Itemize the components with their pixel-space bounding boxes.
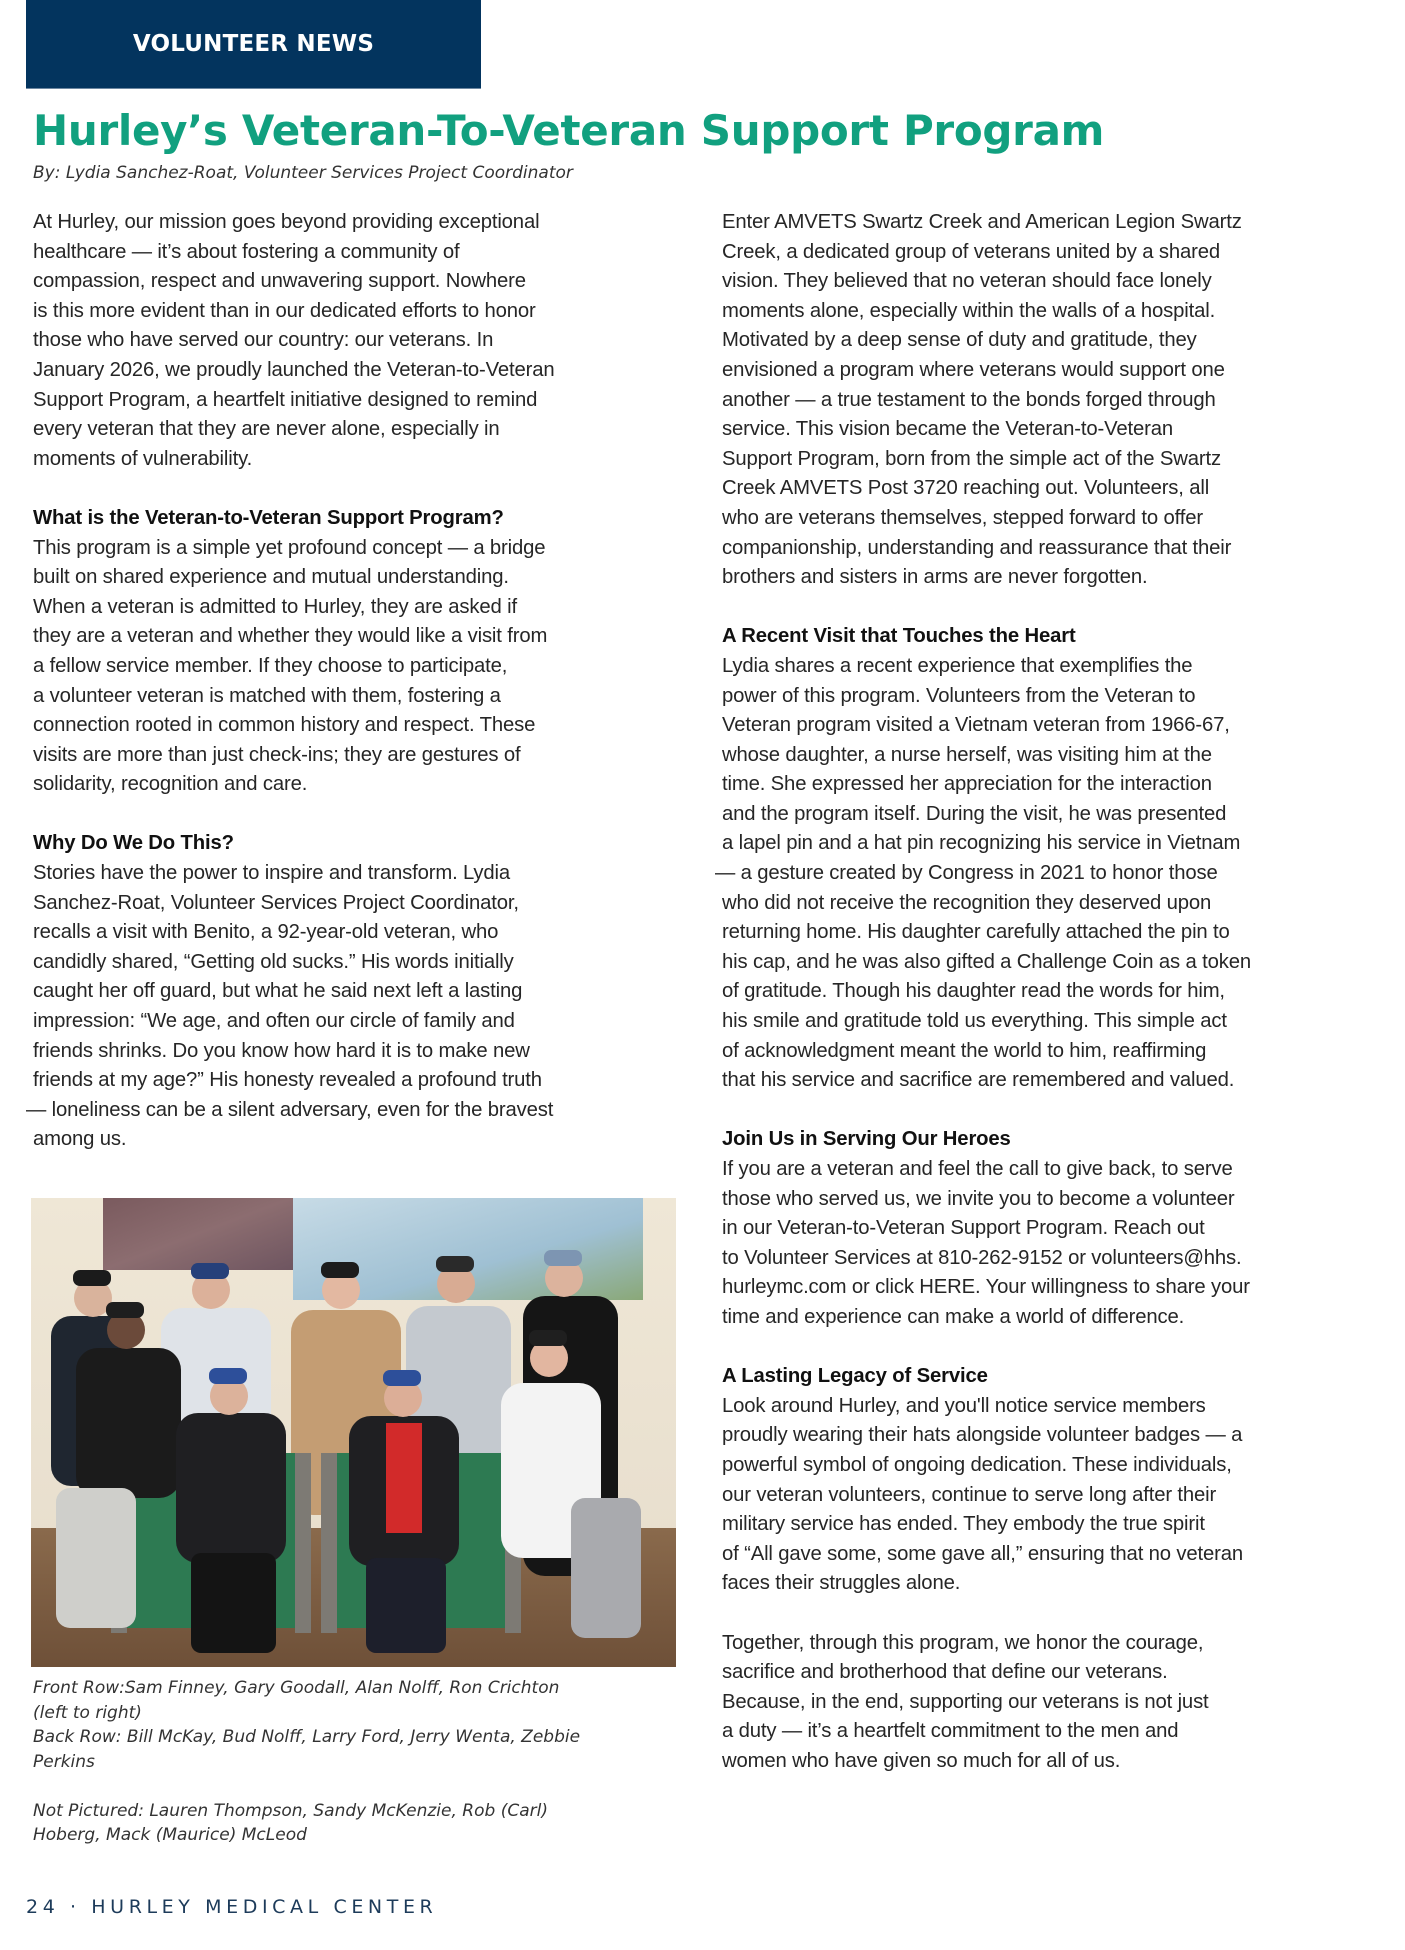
section-heading: A Lasting Legacy of Service — [722, 1365, 988, 1388]
text-line: they are a veteran and whether they would like a visit from — [33, 625, 548, 648]
text-line: Motivated by a deep sense of duty and gratitude, they — [722, 329, 1197, 352]
text-line: of gratitude. Though his daughter read the words for him, — [722, 980, 1225, 1003]
text-line: of acknowledgment meant the world to him, reaffirming — [722, 1039, 1207, 1062]
text-line: impression: “We age, and often our circle of family and — [33, 1010, 515, 1033]
text-line: every veteran that they are never alone, especially in — [33, 418, 500, 441]
text-line: returning home. His daughter carefully attached the pin to — [722, 921, 1230, 944]
photo-caption — [33, 1676, 693, 1848]
article-byline: By: Lydia Sanchez-Roat, Volunteer Services Project Coordinator — [33, 163, 573, 183]
group-photo — [31, 1198, 676, 1667]
caption-line: (left to right) — [33, 1702, 142, 1723]
text-line: those who served us, we invite you to become a volunteer — [722, 1187, 1235, 1210]
text-line: candidly shared, “Getting old sucks.” His words initially — [33, 950, 514, 973]
text-line: moments of vulnerability. — [33, 447, 253, 470]
paragraph-spacer — [722, 1599, 1392, 1629]
text-line: built on shared experience and mutual understanding. — [33, 566, 509, 589]
text-line: and the program itself. During the visit, he was presented — [722, 802, 1227, 825]
text-line: compassion, respect and unwavering support. Nowhere — [33, 270, 526, 293]
section-paragraph — [722, 1392, 1392, 1599]
text-line: healthcare — it’s about fostering a community of — [33, 240, 460, 263]
text-line: those who have served our country: our veterans. In — [33, 329, 494, 352]
text-line: who are veterans themselves, stepped forward to offer — [722, 506, 1203, 529]
text-line: If you are a veteran and feel the call to give back, to serve — [722, 1158, 1233, 1180]
text-line: among us. — [33, 1128, 127, 1151]
text-line: brothers and sisters in arms are never forgotten. — [722, 566, 1148, 589]
text-line: Veteran program visited a Vietnam veteran from 1966-67, — [722, 714, 1230, 737]
text-line: powerful symbol of ongoing dedication. These individuals, — [722, 1453, 1232, 1476]
text-line: — a gesture created by Congress in 2021 to honor those — [715, 862, 1218, 885]
text-line: Creek, a dedicated group of veterans united by a shared — [722, 240, 1220, 263]
text-line: At Hurley, our mission goes beyond providing exceptional — [33, 211, 540, 233]
section-banner — [26, 0, 481, 89]
text-line: When a veteran is admitted to Hurley, they are asked if — [33, 595, 517, 618]
text-line: Support Program, a heartfelt initiative designed to remind — [33, 388, 538, 411]
veterans-group-photo-illustration — [31, 1198, 676, 1667]
text-line: is this more evident than in our dedicated efforts to honor — [33, 299, 536, 322]
text-line: our veteran volunteers, continue to serve long after their — [722, 1483, 1217, 1506]
text-line: January 2026, we proudly launched the Veteran-to-Veteran — [33, 358, 555, 381]
text-line: — loneliness can be a silent adversary, even for the bravest — [26, 1098, 554, 1121]
text-line: hurleymc.com or click HERE. Your willingness to share your — [722, 1276, 1250, 1299]
text-line: This program is a simple yet profound concept — a bridge — [33, 536, 546, 559]
closing-paragraph — [722, 1629, 1392, 1777]
text-line: who did not receive the recognition they deserved upon — [722, 891, 1212, 914]
text-line: women who have given so much for all of us. — [722, 1749, 1121, 1772]
text-line: proudly wearing their hats alongside volunteer badges — a — [722, 1424, 1243, 1447]
text-line: whose daughter, a nurse herself, was visiting him at the — [722, 743, 1212, 766]
caption-line: Front Row:Sam Finney, Gary Goodall, Alan Nolff, Ron Crichton — [33, 1678, 560, 1698]
caption-line: Back Row: Bill McKay, Bud Nolff, Larry Ford, Jerry Wenta, Zebbie — [33, 1727, 581, 1747]
left-column — [26, 208, 693, 1155]
text-line: recalls a visit with Benito, a 92-year-old veteran, who — [33, 921, 499, 944]
intro-paragraph — [722, 208, 1392, 593]
text-line: moments alone, especially within the walls of a hospital. — [722, 299, 1216, 322]
text-line: to Volunteer Services at 810-262-9152 or volunteers@hhs. — [722, 1246, 1242, 1269]
text-line: service. This vision became the Veteran-to-Veteran — [722, 418, 1173, 441]
text-line: companionship, understanding and reassurance that their — [722, 536, 1232, 559]
section-paragraph — [715, 652, 1392, 1096]
caption-line: Not Pictured: Lauren Thompson, Sandy McKenzie, Rob (Carl) — [33, 1800, 548, 1821]
text-line: power of this program. Volunteers from the Veteran to — [722, 684, 1196, 707]
paragraph-spacer — [722, 1333, 1392, 1363]
text-line: vision. They believed that no veteran should face lonely — [722, 270, 1212, 293]
caption-line: Perkins — [33, 1751, 95, 1772]
text-line: of “All gave some, some gave all,” ensuring that no veteran — [722, 1542, 1243, 1565]
text-line: Sanchez-Roat, Volunteer Services Project Coordinator, — [33, 891, 519, 914]
page-footer: 24 · HURLEY MEDICAL CENTER — [26, 1896, 438, 1918]
text-line: a duty — it’s a heartfelt commitment to the men and — [722, 1720, 1179, 1743]
text-line: Creek AMVETS Post 3720 reaching out. Volunteers, all — [722, 477, 1210, 500]
caption-line: Hoberg, Mack (Maurice) McLeod — [33, 1825, 307, 1845]
paragraph-spacer — [33, 800, 693, 830]
text-line: caught her off guard, but what he said next left a lasting — [33, 980, 523, 1003]
text-line: time and experience can make a world of difference. — [722, 1305, 1185, 1328]
text-line: in our Veteran-to-Veteran Support Program. Reach out — [722, 1217, 1205, 1240]
text-line: his cap, and he was also gifted a Challenge Coin as a token — [722, 950, 1251, 973]
paragraph-spacer — [722, 593, 1392, 623]
section-heading: Why Do We Do This? — [33, 832, 234, 855]
section-paragraph — [722, 1155, 1392, 1333]
text-line: a fellow service member. If they choose to participate, — [33, 654, 508, 677]
text-line: that his service and sacrifice are remembered and valued. — [722, 1069, 1235, 1092]
text-line: Together, through this program, we honor the courage, — [722, 1631, 1204, 1654]
text-line: solidarity, recognition and care. — [33, 773, 308, 796]
section-paragraph — [33, 534, 693, 800]
intro-paragraph — [33, 208, 693, 474]
text-line: Stories have the power to inspire and transform. Lydia — [33, 862, 511, 885]
text-line: Lydia shares a recent experience that exemplifies the — [722, 654, 1193, 677]
section-heading: A Recent Visit that Touches the Heart — [722, 625, 1076, 648]
text-line: his smile and gratitude told us everything. This simple act — [722, 1010, 1227, 1033]
text-line: envisioned a program where veterans would support one — [722, 358, 1225, 381]
text-line: a lapel pin and a hat pin recognizing his service in Vietnam — [722, 832, 1241, 855]
right-column — [715, 208, 1392, 1776]
text-line: connection rooted in common history and respect. These — [33, 714, 536, 737]
text-line: another — a true testament to the bonds forged through — [722, 388, 1216, 411]
paragraph-spacer — [722, 1096, 1392, 1126]
text-line: friends shrinks. Do you know how hard it is to make new — [33, 1039, 530, 1062]
text-line: time. She expressed her appreciation for the interaction — [722, 773, 1212, 796]
text-line: a volunteer veteran is matched with them, fostering a — [33, 684, 501, 707]
text-line: military service has ended. They embody the true spirit — [722, 1513, 1205, 1536]
section-paragraph — [26, 859, 693, 1155]
text-line: faces their struggles alone. — [722, 1572, 961, 1595]
text-line: Look around Hurley, and you'll notice service members — [722, 1394, 1206, 1417]
section-heading: Join Us in Serving Our Heroes — [722, 1128, 1011, 1151]
section-banner-label: VOLUNTEER NEWS — [132, 31, 375, 57]
text-line: Because, in the end, supporting our veterans is not just — [722, 1690, 1209, 1713]
text-line: friends at my age?” His honesty revealed a profound truth — [33, 1069, 542, 1092]
text-line: sacrifice and brotherhood that define our veterans. — [722, 1661, 1168, 1684]
text-line: Support Program, born from the simple act of the Swartz — [722, 447, 1221, 470]
caption-line — [33, 1774, 693, 1799]
text-line: Enter AMVETS Swartz Creek and American Legion Swartz — [722, 211, 1242, 233]
paragraph-spacer — [33, 474, 693, 504]
section-heading: What is the Veteran-to-Veteran Support Program? — [33, 506, 504, 529]
article-title: Hurley’s Veteran-To-Veteran Support Program — [33, 106, 1105, 155]
text-line: visits are more than just check-ins; they are gestures of — [33, 743, 521, 766]
